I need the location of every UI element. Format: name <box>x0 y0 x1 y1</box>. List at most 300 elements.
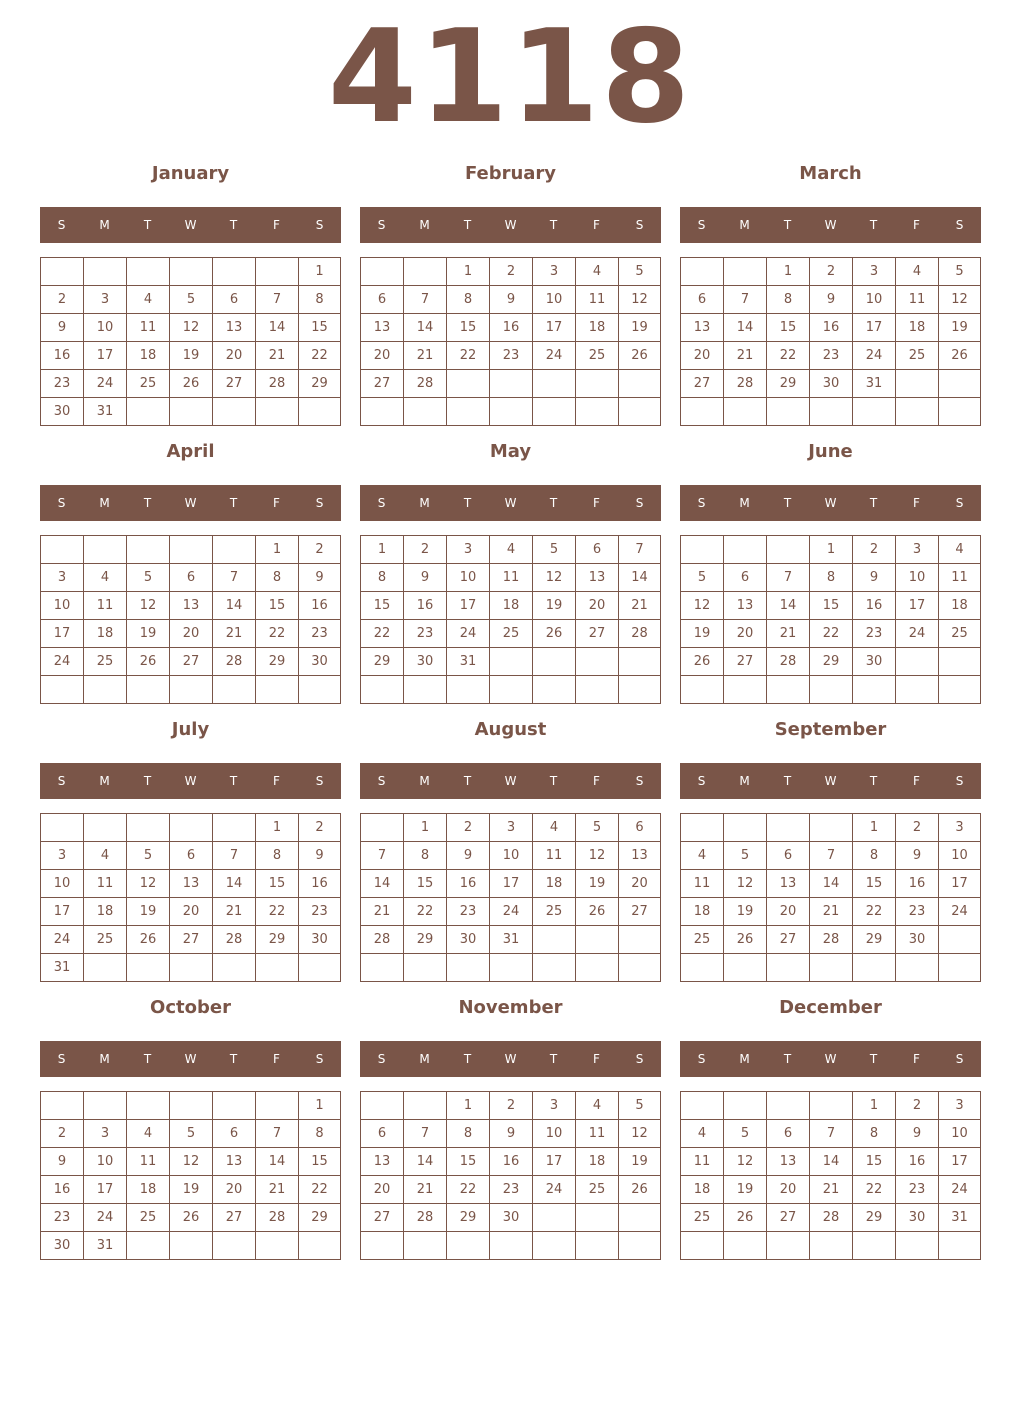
empty-day-cell <box>447 676 490 704</box>
day-cell: 16 <box>490 1148 533 1176</box>
empty-day-cell <box>681 1232 724 1260</box>
empty-day-cell <box>681 814 724 842</box>
day-cell: 24 <box>490 898 533 926</box>
weekday-label: M <box>99 774 110 788</box>
day-cell: 15 <box>767 314 810 342</box>
day-cell: 13 <box>576 564 619 592</box>
empty-day-cell <box>681 676 724 704</box>
day-cell: 2 <box>404 536 447 564</box>
weekday-header <box>40 1041 341 1077</box>
day-cell: 7 <box>213 564 256 592</box>
day-cell: 7 <box>404 286 447 314</box>
day-cell: 1 <box>404 814 447 842</box>
day-cell: 23 <box>41 370 84 398</box>
empty-day-cell <box>724 954 767 982</box>
empty-day-cell <box>533 926 576 954</box>
empty-day-cell <box>170 536 213 564</box>
weekday-label: T <box>229 218 238 232</box>
day-cell: 16 <box>41 342 84 370</box>
weekday-label: W <box>504 496 517 510</box>
empty-day-cell <box>681 536 724 564</box>
empty-day-cell <box>404 1232 447 1260</box>
day-cell: 14 <box>724 314 767 342</box>
day-cell: 10 <box>853 286 896 314</box>
empty-day-cell <box>404 398 447 426</box>
day-cell: 19 <box>576 870 619 898</box>
day-cell: 15 <box>810 592 853 620</box>
day-cell: 17 <box>41 898 84 926</box>
weekday-label: S <box>697 496 706 510</box>
day-cell: 7 <box>619 536 661 564</box>
day-cell: 4 <box>896 258 939 286</box>
day-cell: 13 <box>767 1148 810 1176</box>
day-cell: 8 <box>256 842 299 870</box>
day-cell: 10 <box>533 1120 576 1148</box>
empty-day-cell <box>213 676 256 704</box>
weekday-label: S <box>635 496 644 510</box>
day-cell: 19 <box>619 1148 661 1176</box>
weekday-label: F <box>273 1052 280 1066</box>
empty-day-cell <box>724 814 767 842</box>
day-cell: 23 <box>810 342 853 370</box>
day-cell: 24 <box>896 620 939 648</box>
weekday-label: T <box>229 774 238 788</box>
day-cell: 9 <box>490 286 533 314</box>
day-cell: 28 <box>810 1204 853 1232</box>
day-cell: 5 <box>170 286 213 314</box>
day-cell: 22 <box>256 898 299 926</box>
weekday-label: T <box>549 496 558 510</box>
day-cell: 26 <box>170 370 213 398</box>
day-cell: 8 <box>447 1120 490 1148</box>
day-cell: 6 <box>767 1120 810 1148</box>
day-cell: 9 <box>896 1120 939 1148</box>
day-cell: 20 <box>724 620 767 648</box>
day-cell: 14 <box>404 1148 447 1176</box>
empty-day-cell <box>84 258 127 286</box>
weekday-header <box>360 1041 661 1077</box>
day-cell: 22 <box>447 1176 490 1204</box>
day-cell: 8 <box>299 286 341 314</box>
day-cell: 13 <box>681 314 724 342</box>
day-cell: 12 <box>619 1120 661 1148</box>
weekday-label: T <box>143 496 152 510</box>
day-cell: 26 <box>619 342 661 370</box>
month-name: July <box>171 719 210 740</box>
day-cell: 17 <box>84 342 127 370</box>
day-cell: 18 <box>681 898 724 926</box>
day-cell: 1 <box>256 814 299 842</box>
day-cell: 4 <box>681 1120 724 1148</box>
weekday-label: T <box>463 1052 472 1066</box>
weekday-label: S <box>697 218 706 232</box>
empty-day-cell <box>939 954 981 982</box>
day-cell: 17 <box>939 1148 981 1176</box>
weekday-label: T <box>869 1052 878 1066</box>
day-cell: 27 <box>170 926 213 954</box>
empty-day-cell <box>576 676 619 704</box>
weekday-header <box>680 207 981 243</box>
empty-day-cell <box>213 814 256 842</box>
day-cell: 30 <box>896 1204 939 1232</box>
weekday-label: M <box>419 218 430 232</box>
day-cell: 17 <box>896 592 939 620</box>
day-cell: 14 <box>256 1148 299 1176</box>
empty-day-cell <box>299 676 341 704</box>
weekday-label: W <box>504 1052 517 1066</box>
empty-day-cell <box>939 370 981 398</box>
empty-day-cell <box>170 814 213 842</box>
weekday-label: T <box>783 1052 792 1066</box>
weekday-label: F <box>913 774 920 788</box>
day-grid <box>40 535 341 704</box>
day-cell: 19 <box>939 314 981 342</box>
day-cell: 29 <box>361 648 404 676</box>
weekday-label: T <box>549 774 558 788</box>
day-cell: 30 <box>810 370 853 398</box>
weekday-label: M <box>99 218 110 232</box>
day-cell: 23 <box>490 342 533 370</box>
empty-day-cell <box>533 954 576 982</box>
day-cell: 13 <box>619 842 661 870</box>
empty-day-cell <box>404 258 447 286</box>
day-cell: 5 <box>127 564 170 592</box>
day-cell: 20 <box>213 342 256 370</box>
weekday-label: S <box>57 496 66 510</box>
weekday-label: M <box>739 218 750 232</box>
day-cell: 23 <box>41 1204 84 1232</box>
day-cell: 29 <box>853 1204 896 1232</box>
day-cell: 13 <box>724 592 767 620</box>
empty-day-cell <box>533 370 576 398</box>
empty-day-cell <box>853 954 896 982</box>
empty-day-cell <box>127 258 170 286</box>
day-cell: 24 <box>41 926 84 954</box>
empty-day-cell <box>619 954 661 982</box>
day-cell: 3 <box>84 1120 127 1148</box>
day-cell: 1 <box>447 1092 490 1120</box>
day-cell: 20 <box>170 620 213 648</box>
weekday-header <box>680 763 981 799</box>
day-cell: 17 <box>447 592 490 620</box>
day-cell: 8 <box>853 842 896 870</box>
day-cell: 27 <box>576 620 619 648</box>
day-cell: 2 <box>447 814 490 842</box>
day-cell: 29 <box>404 926 447 954</box>
empty-day-cell <box>533 676 576 704</box>
empty-day-cell <box>939 648 981 676</box>
day-cell: 2 <box>299 814 341 842</box>
day-cell: 3 <box>447 536 490 564</box>
day-cell: 25 <box>127 370 170 398</box>
empty-day-cell <box>810 1092 853 1120</box>
weekday-header <box>680 485 981 521</box>
day-cell: 4 <box>533 814 576 842</box>
weekday-label: W <box>184 496 197 510</box>
day-cell: 21 <box>767 620 810 648</box>
empty-day-cell <box>84 676 127 704</box>
day-cell: 28 <box>810 926 853 954</box>
day-cell: 3 <box>939 814 981 842</box>
day-cell: 31 <box>84 1232 127 1260</box>
empty-day-cell <box>896 1232 939 1260</box>
day-cell: 1 <box>447 258 490 286</box>
empty-day-cell <box>127 1092 170 1120</box>
empty-day-cell <box>576 648 619 676</box>
day-cell: 3 <box>853 258 896 286</box>
day-cell: 31 <box>490 926 533 954</box>
day-cell: 24 <box>853 342 896 370</box>
weekday-label: T <box>229 1052 238 1066</box>
day-cell: 14 <box>361 870 404 898</box>
month-name: August <box>474 719 547 740</box>
day-cell: 27 <box>170 648 213 676</box>
day-cell: 25 <box>681 1204 724 1232</box>
day-cell: 27 <box>213 370 256 398</box>
weekday-label: T <box>869 218 878 232</box>
day-cell: 8 <box>810 564 853 592</box>
day-cell: 8 <box>404 842 447 870</box>
empty-day-cell <box>213 1232 256 1260</box>
day-cell: 12 <box>576 842 619 870</box>
day-cell: 13 <box>767 870 810 898</box>
day-cell: 21 <box>213 620 256 648</box>
day-cell: 17 <box>533 314 576 342</box>
weekday-label: F <box>913 496 920 510</box>
day-cell: 21 <box>213 898 256 926</box>
day-cell: 11 <box>84 870 127 898</box>
day-cell: 4 <box>127 286 170 314</box>
day-cell: 25 <box>84 648 127 676</box>
day-cell: 27 <box>619 898 661 926</box>
day-cell: 31 <box>853 370 896 398</box>
day-cell: 24 <box>939 1176 981 1204</box>
day-cell: 15 <box>256 592 299 620</box>
day-cell: 11 <box>576 286 619 314</box>
day-cell: 18 <box>576 314 619 342</box>
day-cell: 26 <box>576 898 619 926</box>
empty-day-cell <box>724 258 767 286</box>
empty-day-cell <box>896 398 939 426</box>
day-cell: 2 <box>896 814 939 842</box>
empty-day-cell <box>853 676 896 704</box>
empty-day-cell <box>533 398 576 426</box>
day-cell: 24 <box>41 648 84 676</box>
day-cell: 9 <box>810 286 853 314</box>
empty-day-cell <box>490 398 533 426</box>
day-cell: 28 <box>361 926 404 954</box>
day-cell: 24 <box>84 370 127 398</box>
empty-day-cell <box>490 676 533 704</box>
day-cell: 12 <box>170 314 213 342</box>
weekday-label: T <box>463 496 472 510</box>
day-cell: 11 <box>939 564 981 592</box>
day-cell: 17 <box>41 620 84 648</box>
day-cell: 21 <box>724 342 767 370</box>
day-cell: 24 <box>939 898 981 926</box>
weekday-label: F <box>593 774 600 788</box>
empty-day-cell <box>810 814 853 842</box>
day-cell: 25 <box>576 342 619 370</box>
day-cell: 5 <box>724 1120 767 1148</box>
day-cell: 29 <box>810 648 853 676</box>
day-cell: 12 <box>724 1148 767 1176</box>
month-name: December <box>779 997 882 1018</box>
day-cell: 8 <box>447 286 490 314</box>
weekday-label: T <box>783 774 792 788</box>
weekday-label: S <box>315 496 324 510</box>
day-cell: 19 <box>170 1176 213 1204</box>
weekday-label: S <box>955 1052 964 1066</box>
weekday-label: T <box>143 774 152 788</box>
day-cell: 30 <box>404 648 447 676</box>
weekday-label: S <box>315 218 324 232</box>
day-cell: 10 <box>84 314 127 342</box>
day-cell: 25 <box>681 926 724 954</box>
empty-day-cell <box>619 370 661 398</box>
empty-day-cell <box>213 398 256 426</box>
day-cell: 5 <box>724 842 767 870</box>
day-cell: 19 <box>533 592 576 620</box>
day-grid <box>680 257 981 426</box>
day-cell: 28 <box>213 648 256 676</box>
day-cell: 21 <box>256 342 299 370</box>
day-cell: 29 <box>256 648 299 676</box>
day-cell: 25 <box>127 1204 170 1232</box>
day-cell: 29 <box>767 370 810 398</box>
weekday-label: T <box>143 218 152 232</box>
empty-day-cell <box>767 954 810 982</box>
day-cell: 22 <box>853 898 896 926</box>
empty-day-cell <box>767 398 810 426</box>
day-cell: 27 <box>681 370 724 398</box>
day-cell: 30 <box>896 926 939 954</box>
day-cell: 13 <box>361 314 404 342</box>
day-cell: 31 <box>41 954 84 982</box>
day-cell: 18 <box>681 1176 724 1204</box>
day-cell: 23 <box>299 620 341 648</box>
weekday-label: S <box>635 1052 644 1066</box>
empty-day-cell <box>939 1232 981 1260</box>
day-cell: 21 <box>404 342 447 370</box>
empty-day-cell <box>810 1232 853 1260</box>
month-name: March <box>799 163 862 184</box>
month-name: September <box>774 719 887 740</box>
empty-day-cell <box>41 258 84 286</box>
day-cell: 4 <box>576 1092 619 1120</box>
day-cell: 31 <box>84 398 127 426</box>
weekday-label: M <box>419 1052 430 1066</box>
day-cell: 30 <box>853 648 896 676</box>
day-cell: 20 <box>361 342 404 370</box>
empty-day-cell <box>361 1232 404 1260</box>
day-cell: 27 <box>361 1204 404 1232</box>
day-cell: 9 <box>896 842 939 870</box>
day-cell: 1 <box>256 536 299 564</box>
day-cell: 25 <box>84 926 127 954</box>
weekday-label: F <box>593 496 600 510</box>
month-name: April <box>166 441 215 462</box>
empty-day-cell <box>619 398 661 426</box>
weekday-label: S <box>315 774 324 788</box>
empty-day-cell <box>576 398 619 426</box>
day-cell: 11 <box>681 870 724 898</box>
day-cell: 21 <box>810 898 853 926</box>
weekday-label: W <box>184 218 197 232</box>
day-cell: 3 <box>533 258 576 286</box>
day-cell: 26 <box>724 926 767 954</box>
weekday-label: M <box>739 1052 750 1066</box>
day-cell: 9 <box>41 314 84 342</box>
empty-day-cell <box>576 926 619 954</box>
empty-day-cell <box>361 814 404 842</box>
day-cell: 19 <box>724 1176 767 1204</box>
day-cell: 5 <box>619 258 661 286</box>
day-cell: 31 <box>447 648 490 676</box>
empty-day-cell <box>41 814 84 842</box>
day-cell: 26 <box>619 1176 661 1204</box>
weekday-label: F <box>273 218 280 232</box>
day-cell: 26 <box>939 342 981 370</box>
day-grid <box>360 1091 661 1260</box>
day-cell: 13 <box>361 1148 404 1176</box>
day-cell: 14 <box>810 870 853 898</box>
day-cell: 23 <box>404 620 447 648</box>
day-cell: 1 <box>767 258 810 286</box>
weekday-label: T <box>869 774 878 788</box>
weekday-label: W <box>504 218 517 232</box>
weekday-header <box>40 485 341 521</box>
day-cell: 24 <box>533 1176 576 1204</box>
weekday-label: W <box>824 1052 837 1066</box>
day-cell: 13 <box>213 1148 256 1176</box>
empty-day-cell <box>724 676 767 704</box>
weekday-label: W <box>824 218 837 232</box>
day-cell: 5 <box>681 564 724 592</box>
day-cell: 4 <box>490 536 533 564</box>
day-cell: 10 <box>533 286 576 314</box>
empty-day-cell <box>127 536 170 564</box>
day-cell: 28 <box>256 370 299 398</box>
day-cell: 23 <box>896 898 939 926</box>
weekday-header <box>40 763 341 799</box>
day-cell: 14 <box>404 314 447 342</box>
empty-day-cell <box>127 1232 170 1260</box>
day-cell: 28 <box>213 926 256 954</box>
weekday-header <box>360 485 661 521</box>
day-cell: 18 <box>490 592 533 620</box>
day-cell: 6 <box>681 286 724 314</box>
empty-day-cell <box>767 814 810 842</box>
empty-day-cell <box>256 1092 299 1120</box>
day-cell: 8 <box>256 564 299 592</box>
day-cell: 11 <box>533 842 576 870</box>
day-cell: 23 <box>299 898 341 926</box>
empty-day-cell <box>213 954 256 982</box>
empty-day-cell <box>724 536 767 564</box>
empty-day-cell <box>447 954 490 982</box>
day-cell: 24 <box>533 342 576 370</box>
day-cell: 3 <box>896 536 939 564</box>
weekday-label: W <box>504 774 517 788</box>
empty-day-cell <box>41 676 84 704</box>
empty-day-cell <box>896 648 939 676</box>
day-cell: 29 <box>853 926 896 954</box>
day-cell: 28 <box>619 620 661 648</box>
empty-day-cell <box>299 398 341 426</box>
day-cell: 14 <box>767 592 810 620</box>
day-cell: 15 <box>404 870 447 898</box>
